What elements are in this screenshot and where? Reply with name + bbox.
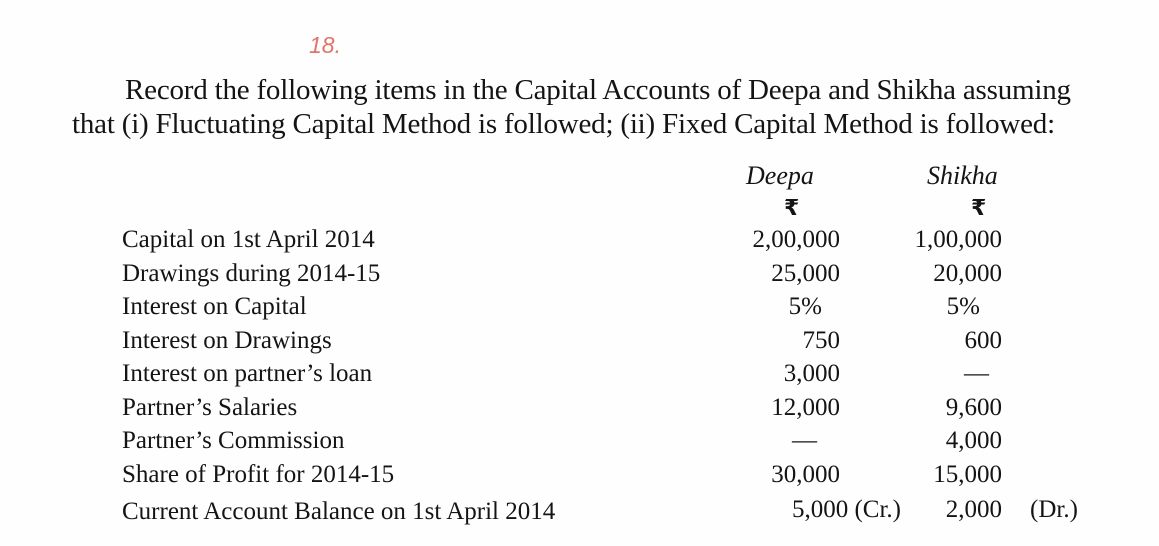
table-row <box>0 494 1159 528</box>
table-row <box>0 394 1159 428</box>
row-label: Capital on 1st April 2014 <box>122 226 375 253</box>
deepa-value: 2,00,000 <box>752 226 840 253</box>
row-label: Interest on Capital <box>122 293 307 320</box>
row-label: Interest on Drawings <box>122 326 332 354</box>
row-label: Drawings during 2014-15 <box>122 259 381 287</box>
question-number: 18. <box>309 32 341 58</box>
deepa-value: 5% <box>788 293 822 320</box>
question-text-line-2: that (i) Fluctuating Capital Method is followed; (ii) Fixed Capital Method is followed: <box>72 108 1055 140</box>
shikha-value: 5% <box>946 293 980 320</box>
shikha-value: 1,00,000 <box>914 226 1002 253</box>
data-table <box>0 226 1159 528</box>
shikha-value: 15,000 <box>933 460 1002 488</box>
column-header-shikha: Shikha <box>927 161 998 190</box>
table-row <box>0 226 1159 260</box>
shikha-balance-suffix: (Dr.) <box>1030 496 1078 523</box>
deepa-value: 5,000 (Cr.) <box>791 496 901 523</box>
rupee-symbol-shikha: ₹ <box>971 196 987 221</box>
deepa-value: 750 <box>802 326 840 354</box>
shikha-value: 20,000 <box>933 259 1002 287</box>
deepa-value: 3,000 <box>783 360 840 387</box>
deepa-value: — <box>792 427 817 454</box>
row-label: Partner’s Commission <box>122 427 345 454</box>
deepa-value: 30,000 <box>771 460 840 488</box>
rupee-symbol-deepa: ₹ <box>784 196 800 221</box>
deepa-value: 12,000 <box>771 393 840 421</box>
row-label: Current Account Balance on 1st April 2014 <box>122 498 556 525</box>
shikha-value: 4,000 <box>945 427 1002 454</box>
question-text-line-1: Record the following items in the Capital Accounts of Deepa and Shikha assuming <box>125 74 1071 106</box>
shikha-value: 9,600 <box>945 393 1002 421</box>
table-row <box>0 461 1159 495</box>
shikha-value: 600 <box>964 326 1002 354</box>
table-row <box>0 427 1159 461</box>
row-label: Partner’s Salaries <box>122 393 298 421</box>
row-label: Share of Profit for 2014-15 <box>122 460 395 488</box>
deepa-value: 25,000 <box>771 259 840 287</box>
table-row <box>0 360 1159 394</box>
row-label: Interest on partner’s loan <box>122 360 373 387</box>
table-row <box>0 327 1159 361</box>
shikha-value: 2,000 <box>945 496 1002 523</box>
table-row <box>0 293 1159 327</box>
table-row <box>0 260 1159 294</box>
column-header-deepa: Deepa <box>746 161 814 190</box>
shikha-value: — <box>964 360 989 387</box>
